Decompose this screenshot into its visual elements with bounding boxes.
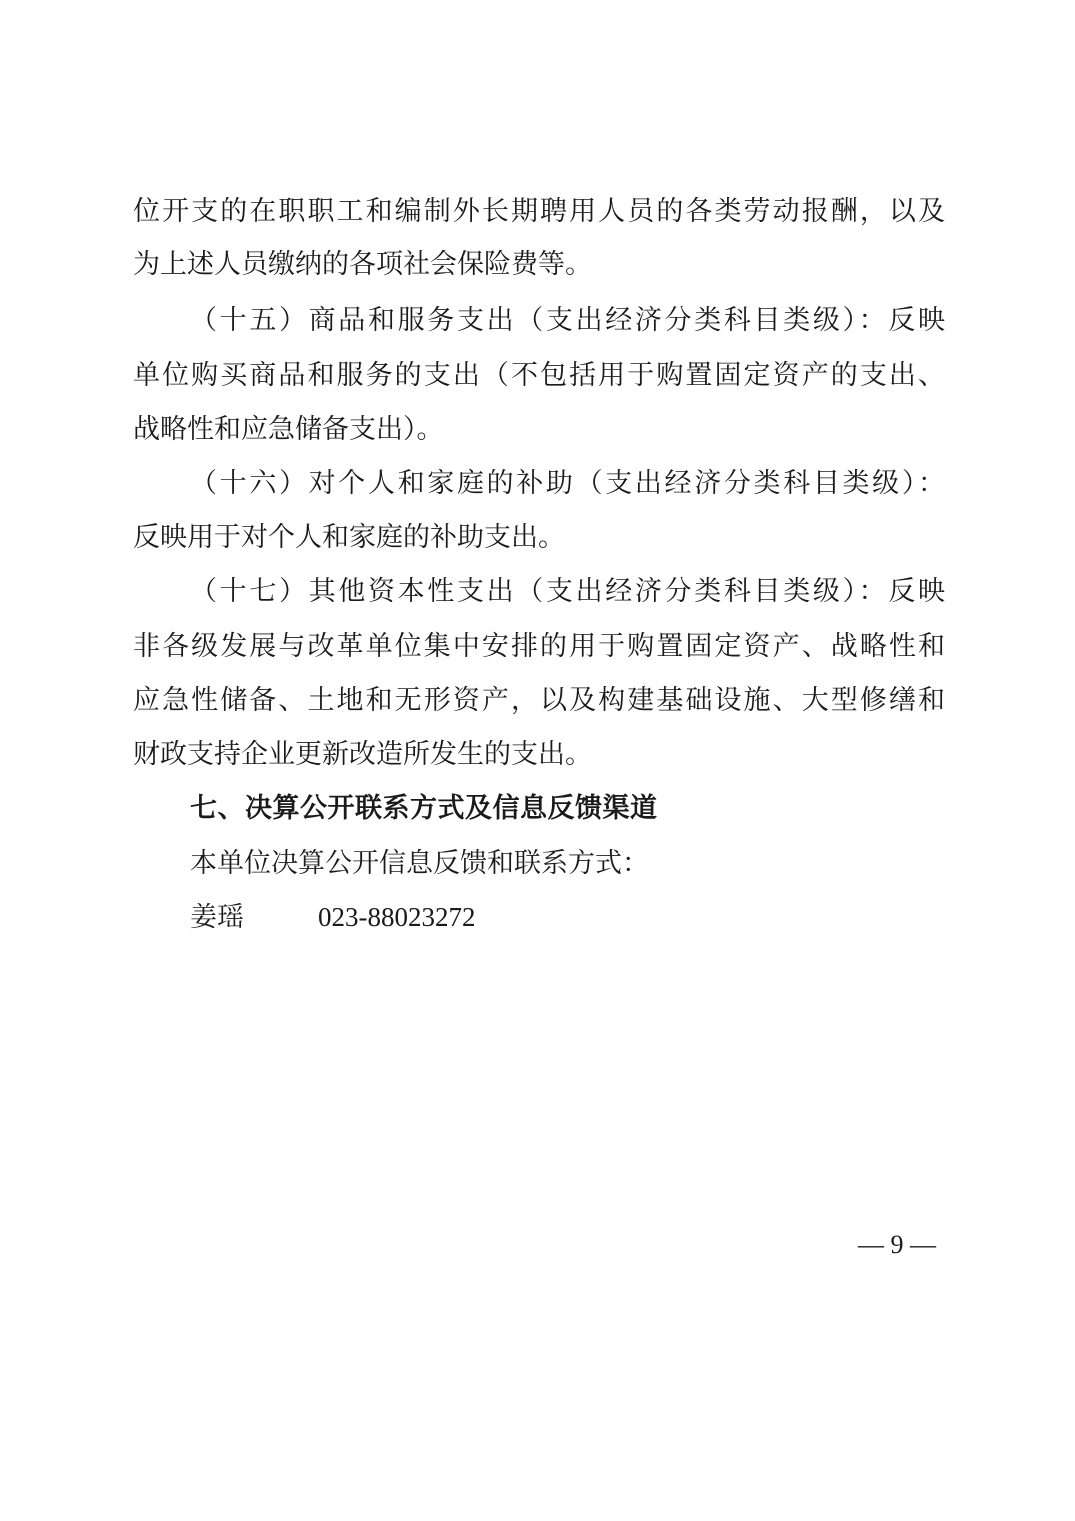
contact-intro: 本单位决算公开信息反馈和联系方式：: [190, 848, 649, 879]
section-heading: 七、决算公开联系方式及信息反馈渠道: [190, 793, 658, 824]
body-text-line: 为上述人员缴纳的各项社会保险费等。: [133, 249, 592, 280]
contact-name: 姜瑶: [190, 902, 244, 933]
page-number: — 9 —: [858, 1230, 936, 1259]
body-text-line: （十七）其他资本性支出（支出经济分类科目类级）：反映: [190, 576, 945, 607]
body-text-line: （十六）对个人和家庭的补助（支出经济分类科目类级）：: [190, 468, 945, 499]
body-text-line: 单位购买商品和服务的支出（不包括用于购置固定资产的支出、: [133, 360, 945, 391]
body-text-line: 非各级发展与改革单位集中安排的用于购置固定资产、战略性和: [133, 631, 945, 662]
body-text-line: 位开支的在职职工和编制外长期聘用人员的各类劳动报酬，以及: [133, 196, 945, 227]
body-text-line: 战略性和应急储备支出）。: [133, 414, 444, 445]
contact-phone: 023-88023272: [318, 902, 476, 932]
body-text-line: 应急性储备、土地和无形资产，以及构建基础设施、大型修缮和: [133, 685, 945, 716]
body-text-line: 反映用于对个人和家庭的补助支出。: [133, 522, 565, 553]
body-text-line: （十五）商品和服务支出（支出经济分类科目类级）：反映: [190, 305, 945, 336]
body-text-line: 财政支持企业更新改造所发生的支出。: [133, 739, 592, 770]
